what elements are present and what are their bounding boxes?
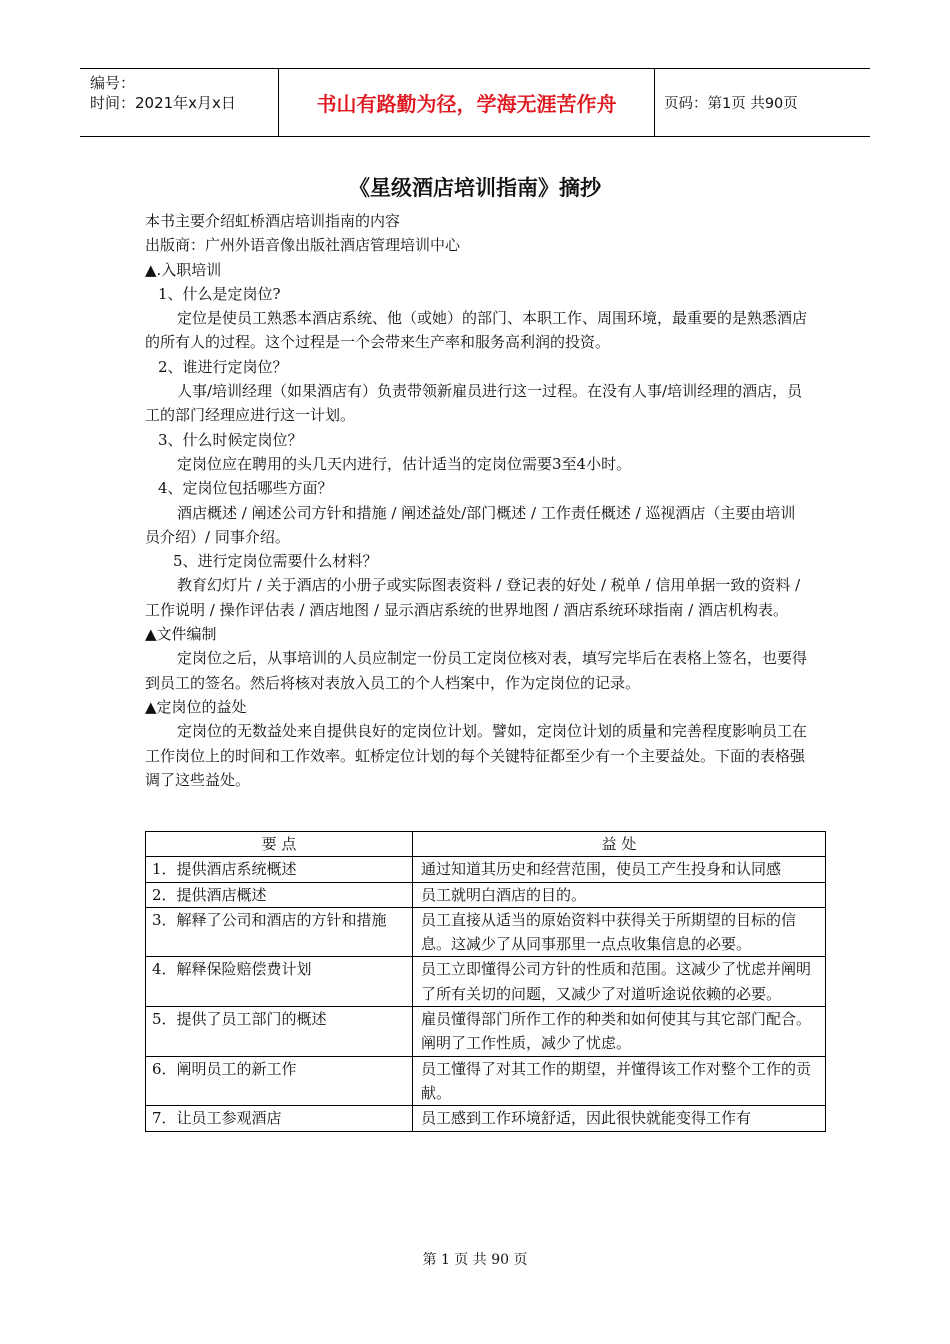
question: 3、什么时候定岗位？: [158, 430, 303, 449]
body-paragraph: 定岗位之后，从事培训的人员应制定一份员工定岗位核对表，填写完毕后在表格上签名，也要得到员工的签名。然后将核对表放入员工的个人档案中，作为定岗位的记录。: [145, 649, 808, 692]
table-row: [146, 857, 826, 882]
answer-paragraph: 定岗位应在聘用的头几天内进行，估计适当的定岗位需要3至4小时。: [177, 454, 632, 473]
table-cell-benefit: 员工立即懂得公司方针的性质和范围。这减少了忧虑并阐明了所有关切的问题，又减少了对道听途说依赖的必要。: [413, 957, 826, 1007]
answer-paragraph: 教育幻灯片 / 关于酒店的小册子或实际图表资料 / 登记表的好处 / 税单 / 信用单据一致的资料 / 工作说明 / 操作评估表 / 酒店地图 / 显示酒店系统的世界地图 / 酒店系统环球指南 / 酒店机构表。: [145, 576, 801, 619]
table-cell-benefit: 雇员懂得部门所作工作的种类和如何使其与其它部门配合。阐明了工作性质，减少了忧虑。: [413, 1007, 826, 1057]
table-cell-point: 5．提供了员工部门的概述: [146, 1007, 413, 1057]
table-row: [146, 1106, 826, 1131]
table-row: [146, 1056, 826, 1106]
table-cell-point: 4．解释保险赔偿费计划: [146, 957, 413, 1007]
document-body: [145, 209, 810, 792]
page-footer: 第 1 页 共 90 页: [422, 1252, 528, 1268]
table-cell-benefit: 员工懂得了对其工作的期望，并懂得该工作对整个工作的贡献。: [413, 1056, 826, 1106]
section-heading: ▲.入职培训: [145, 260, 222, 279]
table-header-row: [146, 832, 826, 857]
table-row: [146, 907, 826, 957]
header-meta: [90, 73, 280, 113]
table-cell-benefit: 员工就明白酒店的目的。: [413, 882, 826, 907]
section-heading: ▲定岗位的益处: [145, 697, 247, 716]
table-row: [146, 882, 826, 907]
table-cell-benefit: 员工直接从适当的原始资料中获得关于所期望的目标的信息。这减少了从同事那里一点点收集信息的必要。: [413, 907, 826, 957]
column-header-benefits: 益 处: [413, 832, 826, 857]
header-motto: 书山有路勤为径，学海无涯苦作舟: [316, 92, 617, 116]
table-row: [146, 957, 826, 1007]
table-cell-benefit: 员工感到工作环境舒适，因此很快就能变得工作有: [413, 1106, 826, 1131]
publisher-line: 出版商：广州外语音像出版社酒店管理培训中心: [145, 236, 461, 255]
answer-paragraph: 酒店概述 / 阐述公司方针和措施 / 阐述益处/部门概述 / 工作责任概述 / 巡视酒店（主要由培训员介绍）/ 同事介绍。: [145, 503, 796, 546]
header-page-info: 页码：第1页 共90页: [664, 96, 798, 112]
answer-paragraph: 人事/培训经理（如果酒店有）负责带领新雇员进行这一过程。在没有人事/培训经理的酒店，员工的部门经理应进行这一计划。: [145, 382, 803, 425]
question: 5、进行定岗位需要什么材料？: [173, 552, 378, 571]
column-header-points: 要 点: [146, 832, 413, 857]
question: 2、谁进行定岗位？: [158, 357, 288, 376]
header-divider: [654, 69, 655, 136]
table-cell-point: 1．提供酒店系统概述: [146, 857, 413, 882]
table-cell-point: 2．提供酒店概述: [146, 882, 413, 907]
document-date-label: 时间：2021年x月x日: [90, 94, 236, 112]
intro-line: 本书主要介绍虹桥酒店培训指南的内容: [145, 212, 401, 230]
document-number-label: 编号：: [90, 74, 136, 92]
document-title: 《星级酒店培训指南》摘抄: [349, 176, 601, 200]
question: 4、定岗位包括哪些方面？: [158, 479, 333, 498]
table-cell-point: 7．让员工参观酒店: [146, 1106, 413, 1131]
question: 1、什么是定岗位?: [158, 284, 281, 303]
table-row: [146, 1007, 826, 1057]
benefits-table: [145, 831, 826, 1132]
section-heading: ▲文件编制: [145, 625, 217, 644]
table-cell-point: 3．解释了公司和酒店的方针和措施: [146, 907, 413, 957]
answer-paragraph: 定位是使员工熟悉本酒店系统、他（或她）的部门、本职工作、周围环境，最重要的是熟悉酒店的所有人的过程。这个过程是一个会带来生产率和服务高利润的投资。: [145, 309, 808, 352]
table-cell-benefit: 通过知道其历史和经营范围，使员工产生投身和认同感: [413, 857, 826, 882]
table-cell-point: 6．阐明员工的新工作: [146, 1056, 413, 1106]
body-paragraph: 定岗位的无数益处来自提供良好的定岗位计划。譬如，定岗位计划的质量和完善程度影响员工在工作岗位上的时间和工作效率。虹桥定位计划的每个关键特征都至少有一个主要益处。下面的表格强调了这些益处。: [145, 722, 808, 789]
page-header: [80, 68, 870, 137]
